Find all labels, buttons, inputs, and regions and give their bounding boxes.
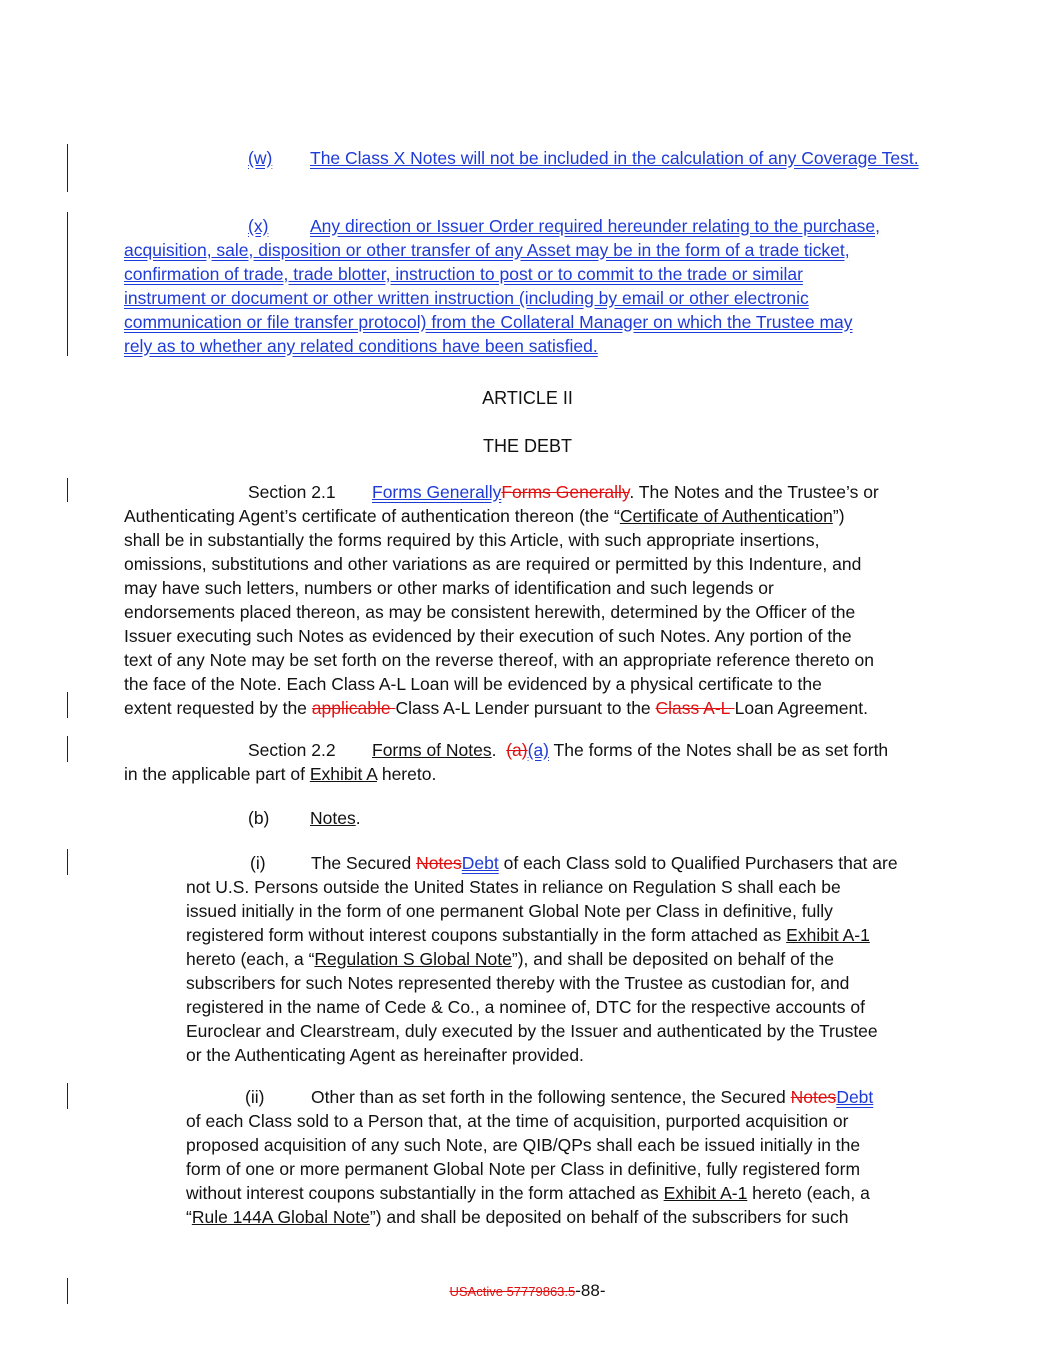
clause-x-line: instrument or document or other written instruction (including by email or other electronic: [124, 288, 809, 308]
deleted-text: Notes: [790, 1087, 837, 1107]
inserted-text: Debt: [461, 853, 499, 873]
item-i-text: hereto (each, a “: [186, 949, 315, 969]
deleted-text: Class A-L: [655, 698, 735, 718]
section-2-1-label: Section 2.1: [248, 482, 336, 502]
change-bar: [67, 144, 68, 192]
page-footer: [0, 1281, 1055, 1301]
change-bar: [67, 736, 68, 762]
section-2-1-text: . The Notes and the Trustee’s or: [629, 482, 879, 502]
item-i-line: or the Authenticating Agent as hereinafter provided.: [186, 1045, 584, 1065]
item-ii-text: hereto (each, a: [747, 1183, 870, 1203]
section-2-2-text: hereto.: [376, 764, 437, 784]
item-ii-text: Other than as set forth in the following sentence, the Secured: [311, 1087, 791, 1107]
item-i-line: subscribers for such Notes represented thereby with the Trustee as custodian for, and: [186, 973, 850, 993]
defined-term: Certificate of Authentication: [619, 506, 833, 526]
section-2-2: [124, 738, 924, 786]
subsection-b-heading: Notes: [310, 808, 356, 828]
inserted-text: Debt: [836, 1087, 874, 1107]
section-2-1-text: extent requested by the: [124, 698, 312, 718]
item-i-line: registered in the name of Cede & Co., a nominee of, DTC for the respective accounts of: [186, 997, 865, 1017]
deleted-text: (a): [506, 740, 528, 760]
change-bar: [67, 692, 68, 718]
article-number: ARTICLE II: [482, 388, 573, 408]
section-2-2-text: .: [491, 740, 497, 760]
section-2-2-heading: Forms of Notes: [372, 740, 492, 760]
section-2-2-text: in the applicable part of: [124, 764, 310, 784]
article-title: THE DEBT: [482, 436, 572, 456]
deleted-text: applicable: [311, 698, 396, 718]
item-ii-text: without interest coupons substantially in the form attached as: [186, 1183, 664, 1203]
section-2-2-text: The forms of the Notes shall be as set forth: [549, 740, 889, 760]
page-number: -88-: [575, 1281, 606, 1300]
clause-x-line: Any direction or Issuer Order required hereunder relating to the purchase,: [310, 216, 881, 236]
clause-w: [124, 146, 924, 170]
item-i-line: issued initially in the form of one permanent Global Note per Class in definitive, fully: [186, 901, 833, 921]
section-2-1: [124, 480, 924, 720]
section-2-1-line: Issuer executing such Notes as evidenced by their execution of such Notes. Any portion of the: [124, 626, 852, 646]
item-i: [186, 851, 924, 1067]
section-2-1-line: the face of the Note. Each Class A-L Loan will be evidenced by a physical certificate to the: [124, 674, 822, 694]
clause-x-line: communication or file transfer protocol) from the Collateral Manager on which the Trustee may: [124, 312, 853, 332]
item-i-marker: (i): [250, 853, 266, 873]
change-bar: [67, 212, 68, 356]
section-2-1-text: Loan Agreement.: [734, 698, 868, 718]
change-bar: [67, 849, 68, 875]
document-id-deleted: USActive 57779863.5: [449, 1284, 576, 1299]
clause-x-line: rely as to whether any related conditions have been satisfied.: [124, 336, 598, 356]
defined-term: Rule 144A Global Note: [191, 1207, 370, 1227]
item-i-text: registered form without interest coupons substantially in the form attached as: [186, 925, 787, 945]
item-ii-line: of each Class sold to a Person that, at the time of acquisition, purported acquisition or: [186, 1111, 849, 1131]
section-2-1-line: endorsements placed thereon, as may be consistent herewith, determined by the Officer of the: [124, 602, 856, 622]
item-i-line: Euroclear and Clearstream, duly executed by the Issuer and authenticated by the Trustee: [186, 1021, 878, 1041]
section-2-1-line: may have such letters, numbers or other marks of identification and such legends or: [124, 578, 774, 598]
change-bar: [67, 1083, 68, 1109]
exhibit-reference: Exhibit A-1: [786, 925, 870, 945]
subsection-b-text: .: [355, 808, 361, 828]
defined-term: Regulation S Global Note: [314, 949, 512, 969]
item-i-text: ”), and shall be deposited on behalf of the: [511, 949, 834, 969]
exhibit-reference: Exhibit A: [309, 764, 377, 784]
clause-x-line: acquisition, sale, disposition or other transfer of any Asset may be in the form of a trade ticket,: [124, 240, 850, 260]
inserted-text: (a): [527, 740, 550, 760]
clause-w-marker: (w): [248, 148, 273, 168]
change-bar: [67, 478, 68, 502]
section-2-1-text: ”): [832, 506, 845, 526]
exhibit-reference: Exhibit A-1: [663, 1183, 748, 1203]
item-i-line: not U.S. Persons outside the United States in reliance on Regulation S shall each be: [186, 877, 841, 897]
item-ii: [186, 1085, 924, 1229]
section-2-1-line: omissions, substitutions and other variations as are required or permitted by this Indenture, and: [124, 554, 862, 574]
item-ii-line: form of one or more permanent Global Note per Class in definitive, fully registered form: [186, 1159, 861, 1179]
item-i-text: The Secured: [311, 853, 417, 873]
clause-x-marker: (x): [248, 216, 269, 236]
section-2-1-heading-deleted: Forms Generally: [501, 482, 630, 502]
subsection-b: [124, 806, 924, 830]
subsection-b-marker: (b): [248, 808, 270, 828]
section-2-1-heading-inserted: Forms Generally: [372, 482, 502, 502]
section-2-1-text: Authenticating Agent’s certificate of authentication thereon (the “: [124, 506, 620, 526]
item-ii-text: ”) and shall be deposited on behalf of the subscribers for such: [369, 1207, 849, 1227]
clause-x-line: confirmation of trade, trade blotter, instruction to post or to commit to the trade or similar: [124, 264, 803, 284]
item-ii-text: “: [186, 1207, 192, 1227]
section-2-1-text: Class A-L Lender pursuant to the: [395, 698, 656, 718]
clause-x: [124, 214, 924, 358]
item-ii-line: proposed acquisition of any such Note, are QIB/QPs shall each be issued initially in the: [186, 1135, 861, 1155]
clause-w-text: The Class X Notes will not be included in the calculation of any Coverage Test.: [310, 148, 919, 168]
deleted-text: Notes: [416, 853, 462, 873]
section-2-1-line: shall be in substantially the forms required by this Article, with such appropriate insertions,: [124, 530, 820, 550]
section-2-2-label: Section 2.2: [248, 740, 336, 760]
section-2-1-line: text of any Note may be set forth on the reverse thereof, with an appropriate reference thereto on: [124, 650, 875, 670]
item-i-text: of each Class sold to Qualified Purchasers that are: [498, 853, 898, 873]
item-ii-marker: (ii): [245, 1087, 265, 1107]
